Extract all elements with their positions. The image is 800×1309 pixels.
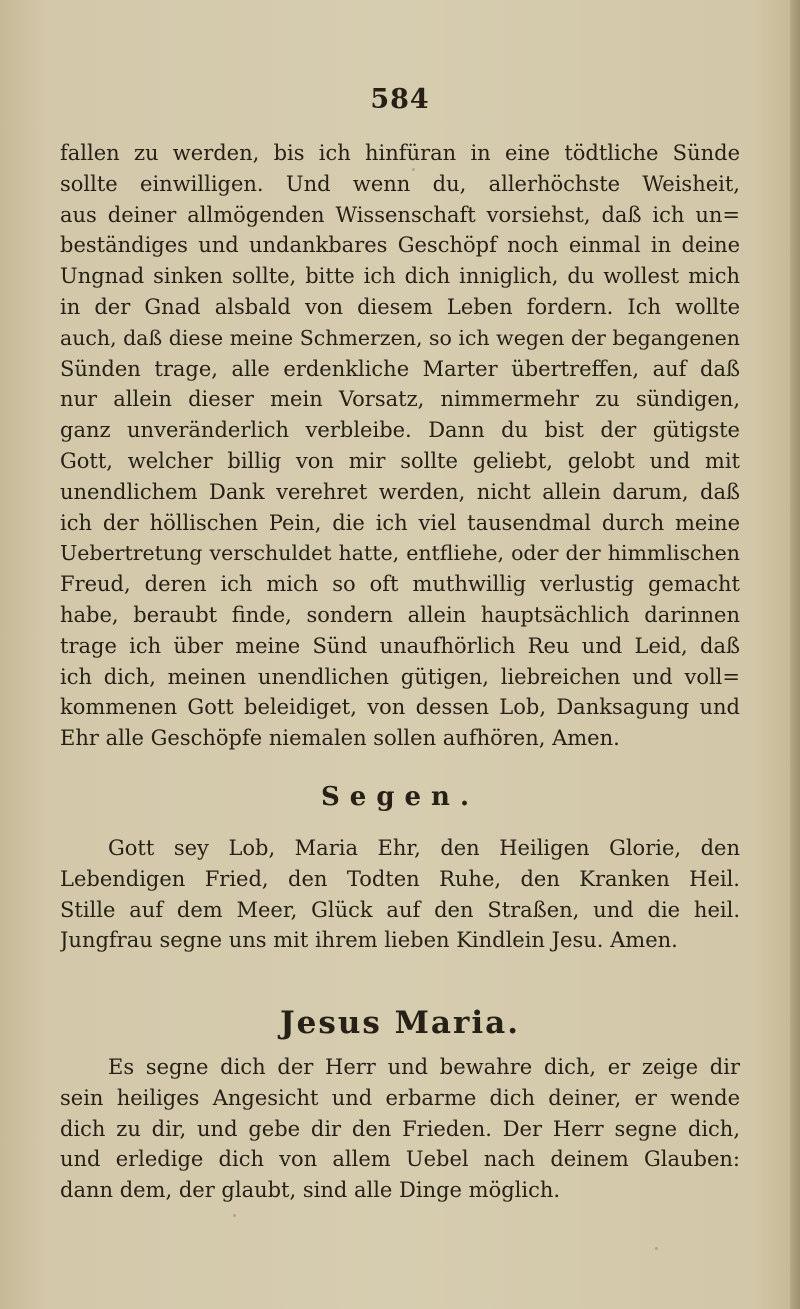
- page-edge: [790, 0, 800, 1309]
- text-line: dann dem, der glaubt, sind alle Dinge möglich.: [60, 1178, 561, 1203]
- text-line: Lebendigen Fried, den Todten Ruhe, den Kranken Heil.: [60, 866, 740, 891]
- paper-speck: [655, 1247, 658, 1250]
- text-line: Stille auf dem Meer, Glück auf den Straßen, und die heil.: [60, 897, 740, 922]
- paper-speck: [233, 1214, 236, 1217]
- final-blessing-text: [60, 1052, 740, 1206]
- text-line: auch, daß diese meine Schmerzen, so ich wegen der begangenen: [60, 325, 740, 350]
- section-heading-segen: Segen.: [321, 782, 479, 812]
- text-line: ich der höllischen Pein, die ich viel tausendmal durch meine: [60, 510, 740, 535]
- text-line: beständiges und undankbares Geschöpf noch einmal in deine: [60, 233, 740, 258]
- text-line: Sünden trage, alle erdenkliche Marter übertreffen, auf daß: [60, 356, 740, 381]
- text-line: Es segne dich der Herr und bewahre dich, er zeige dir: [108, 1055, 740, 1079]
- text-line: Jungfrau segne uns mit ihrem lieben Kindlein Jesu. Amen.: [60, 928, 678, 953]
- text-line: und erledige dich von allem Uebel nach deinem Glauben:: [60, 1147, 740, 1172]
- text-line: Gott, welcher billig von mir sollte geliebt, gelobt und mit: [60, 448, 740, 473]
- text-line: unendlichem Dank verehret werden, nicht allein darum, daß: [60, 479, 740, 504]
- text-line: Uebertretung verschuldet hatte, entfliehe, oder der himmlischen: [60, 541, 740, 566]
- segen-text: [60, 833, 740, 956]
- paper-speck: [412, 168, 415, 171]
- page-number: 584: [370, 84, 430, 115]
- text-line: aus deiner allmögenden Wissenschaft vorsiehst, daß ich un=: [60, 202, 740, 227]
- text-line: nur allein dieser mein Vorsatz, nimmermehr zu sündigen,: [60, 387, 740, 412]
- text-line: sein heiliges Angesicht und erbarme dich deiner, er wende: [60, 1085, 740, 1110]
- section-heading-jesus-maria: Jesus Maria.: [279, 1005, 521, 1041]
- text-line: kommenen Gott beleidiget, von dessen Lob, Danksagung und: [60, 695, 740, 720]
- text-line: Freud, deren ich mich so oft muthwillig verlustig gemacht: [60, 572, 740, 597]
- text-line: sollte einwilligen. Und wenn du, allerhöchste Weisheit,: [60, 171, 740, 196]
- text-line: in der Gnad alsbald von diesem Leben fordern. Ich wollte: [60, 294, 740, 319]
- text-line: ganz unveränderlich verbleibe. Dann du bist der gütigste: [60, 418, 740, 443]
- text-line: Ehr alle Geschöpfe niemalen sollen aufhören, Amen.: [60, 726, 620, 751]
- text-line: ich dich, meinen unendlichen gütigen, liebreichen und voll=: [60, 664, 740, 689]
- prayer-text: [60, 138, 740, 754]
- text-line: trage ich über meine Sünd unaufhörlich Reu und Leid, daß: [60, 633, 740, 658]
- text-line: Gott sey Lob, Maria Ehr, den Heiligen Glorie, den: [108, 836, 740, 860]
- text-line: fallen zu werden, bis ich hinfüran in eine tödtliche Sünde: [60, 141, 740, 165]
- text-line: dich zu dir, und gebe dir den Frieden. Der Herr segne dich,: [60, 1116, 740, 1141]
- text-line: habe, beraubt finde, sondern allein hauptsächlich darinnen: [60, 602, 740, 627]
- text-line: Ungnad sinken sollte, bitte ich dich inniglich, du wollest mich: [60, 264, 740, 289]
